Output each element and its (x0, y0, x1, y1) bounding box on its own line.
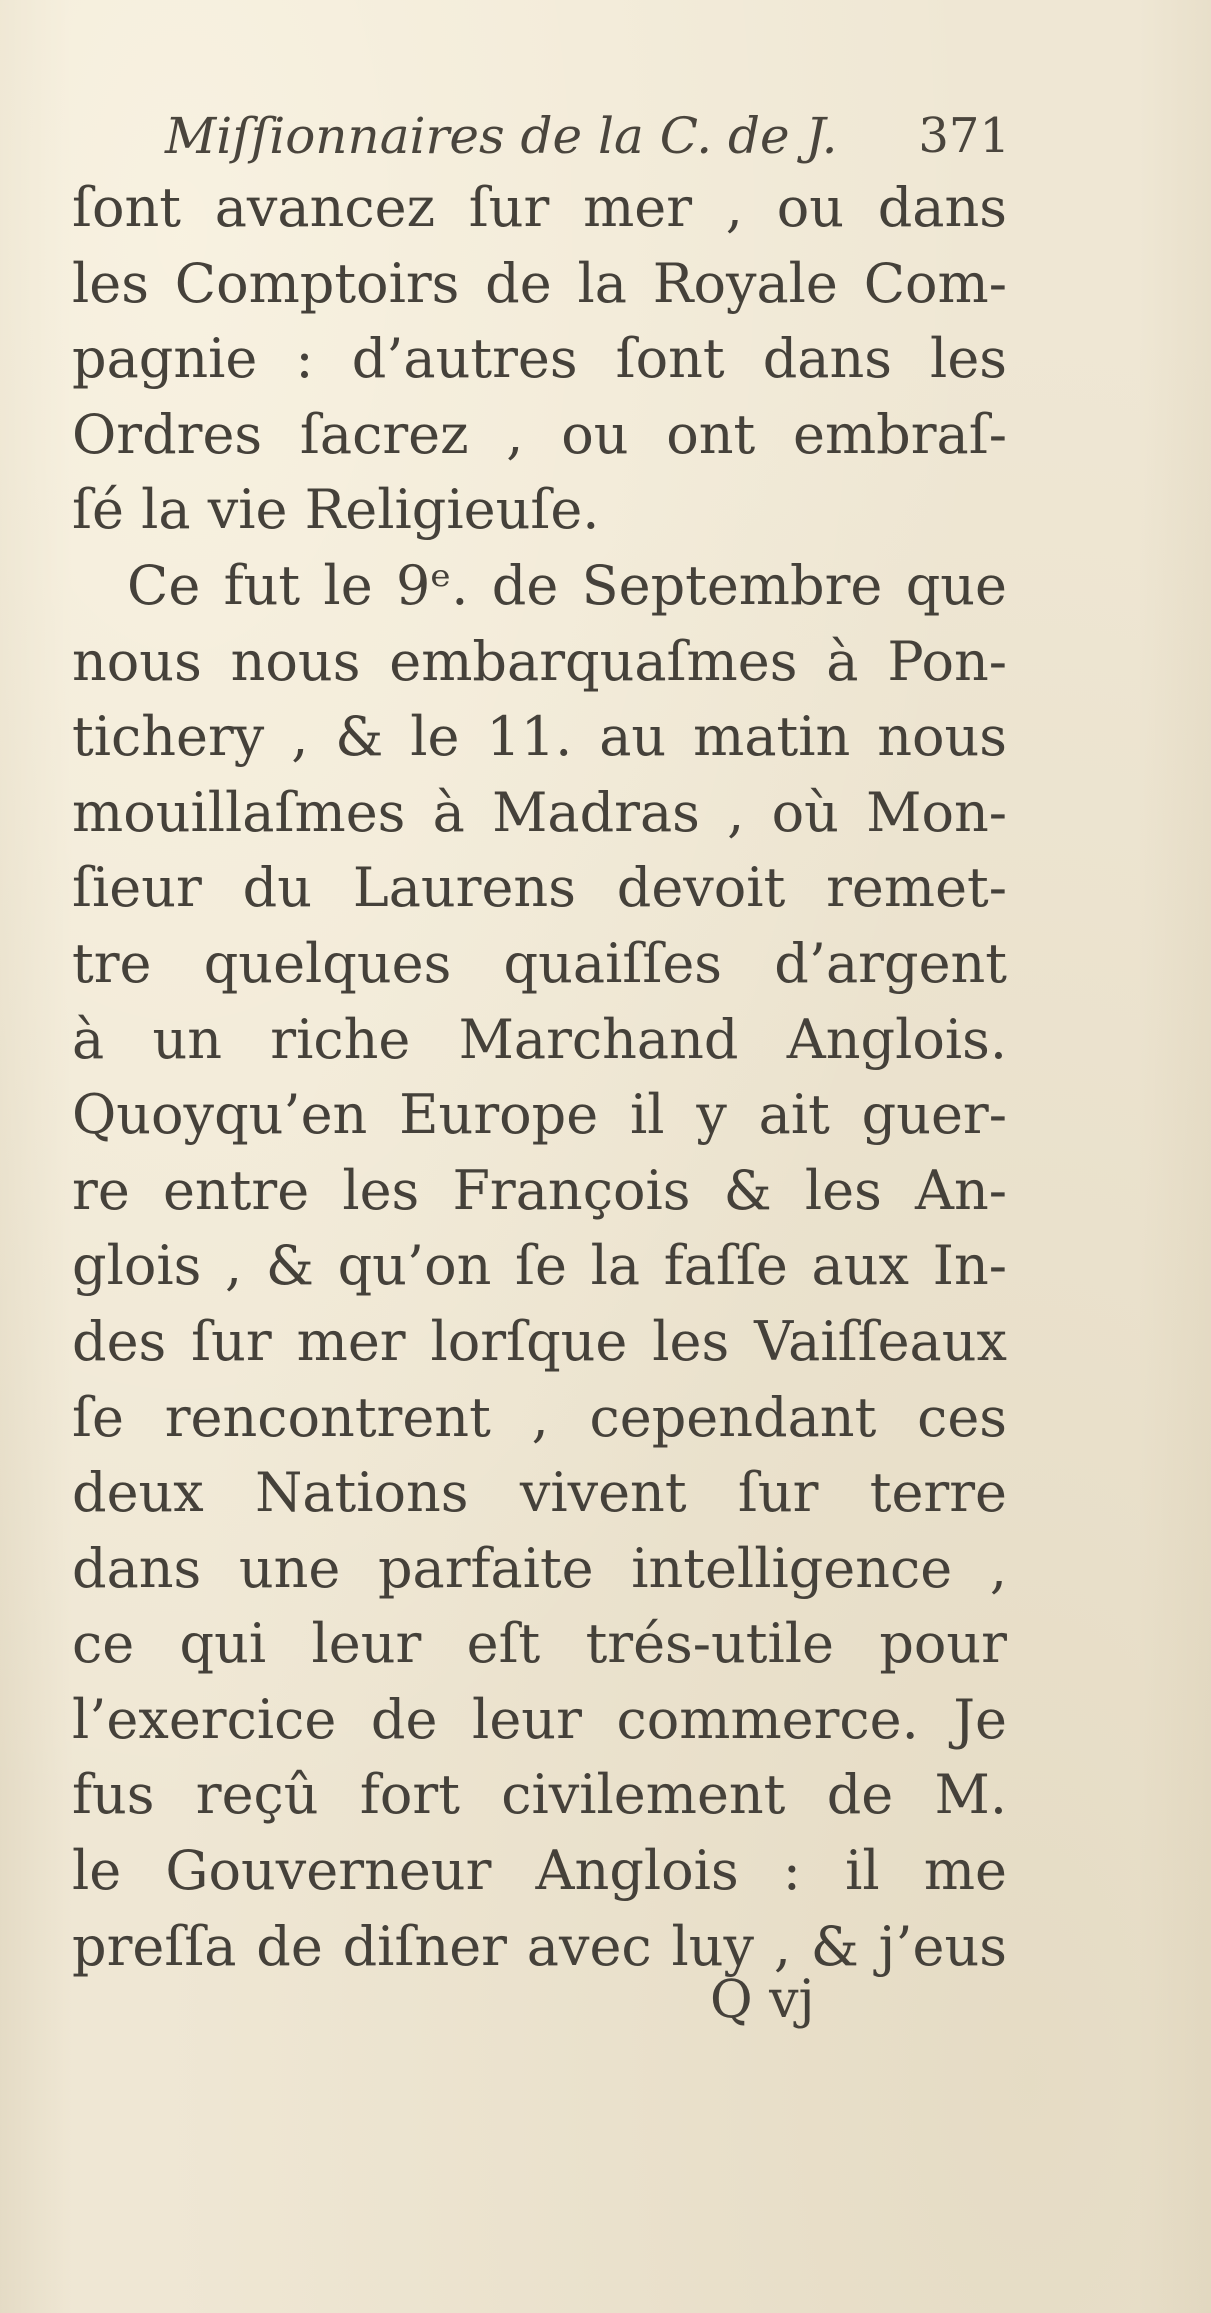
signature-mark: Q vj (710, 1970, 815, 2030)
text-line: glois , & qu’on ſe la faſſe aux In- (72, 1234, 1007, 1298)
running-head: Miſſionnaires de la C. de J. (165, 107, 838, 165)
text-line: ſont avancez ſur mer , ou dans (72, 176, 1007, 239)
text-line: re entre les François & les An- (72, 1158, 1007, 1222)
text-line: ſé la vie Religieuſe. (72, 478, 600, 542)
text-line: preſſa de diſner avec luy , & j’eus (72, 1914, 1007, 1978)
text-line: fus reçû fort civilement de M. (72, 1763, 1007, 1827)
text-line: deux Nations vivent ſur terre (72, 1461, 1007, 1525)
text-line: tichery , & le 11. au matin nous (72, 705, 1007, 769)
text-line-paragraph-start: Ce fut le 9ᵉ. de Septembre que (127, 553, 1007, 617)
page-header (165, 105, 1010, 167)
text-line: ſe rencontrent , cependant ces (72, 1385, 1007, 1449)
text-line: nous nous embarquaſmes à Pon- (72, 629, 1007, 693)
text-line: le Gouverneur Anglois : il me (72, 1839, 1007, 1903)
text-line: mouillaſmes à Madras , où Mon- (72, 780, 1007, 844)
text-line: ce qui leur eſt trés-utile pour (72, 1612, 1007, 1676)
text-line: Quoyqu’en Europe il y ait guer- (72, 1083, 1007, 1147)
text-line: pagnie : d’autres ſont dans les (72, 327, 1007, 391)
text-line: tre quelques quaiſſes d’argent (72, 931, 1007, 995)
text-line: dans une parfaite intelligence , (72, 1536, 1007, 1600)
text-line: Ordres ſacrez , ou ont embraſ- (72, 402, 1007, 466)
text-line: à un riche Marchand Anglois. (72, 1007, 1007, 1071)
text-line: les Comptoirs de la Royale Com- (72, 251, 1007, 315)
text-line: ſieur du Laurens devoit remet- (72, 856, 1007, 920)
text-line: des ſur mer lorſque les Vaiſſeaux (72, 1309, 1007, 1373)
page-number: 371 (918, 108, 1010, 164)
body-text (72, 170, 1007, 1984)
text-line: l’exercice de leur commerce. Je (72, 1687, 1007, 1751)
